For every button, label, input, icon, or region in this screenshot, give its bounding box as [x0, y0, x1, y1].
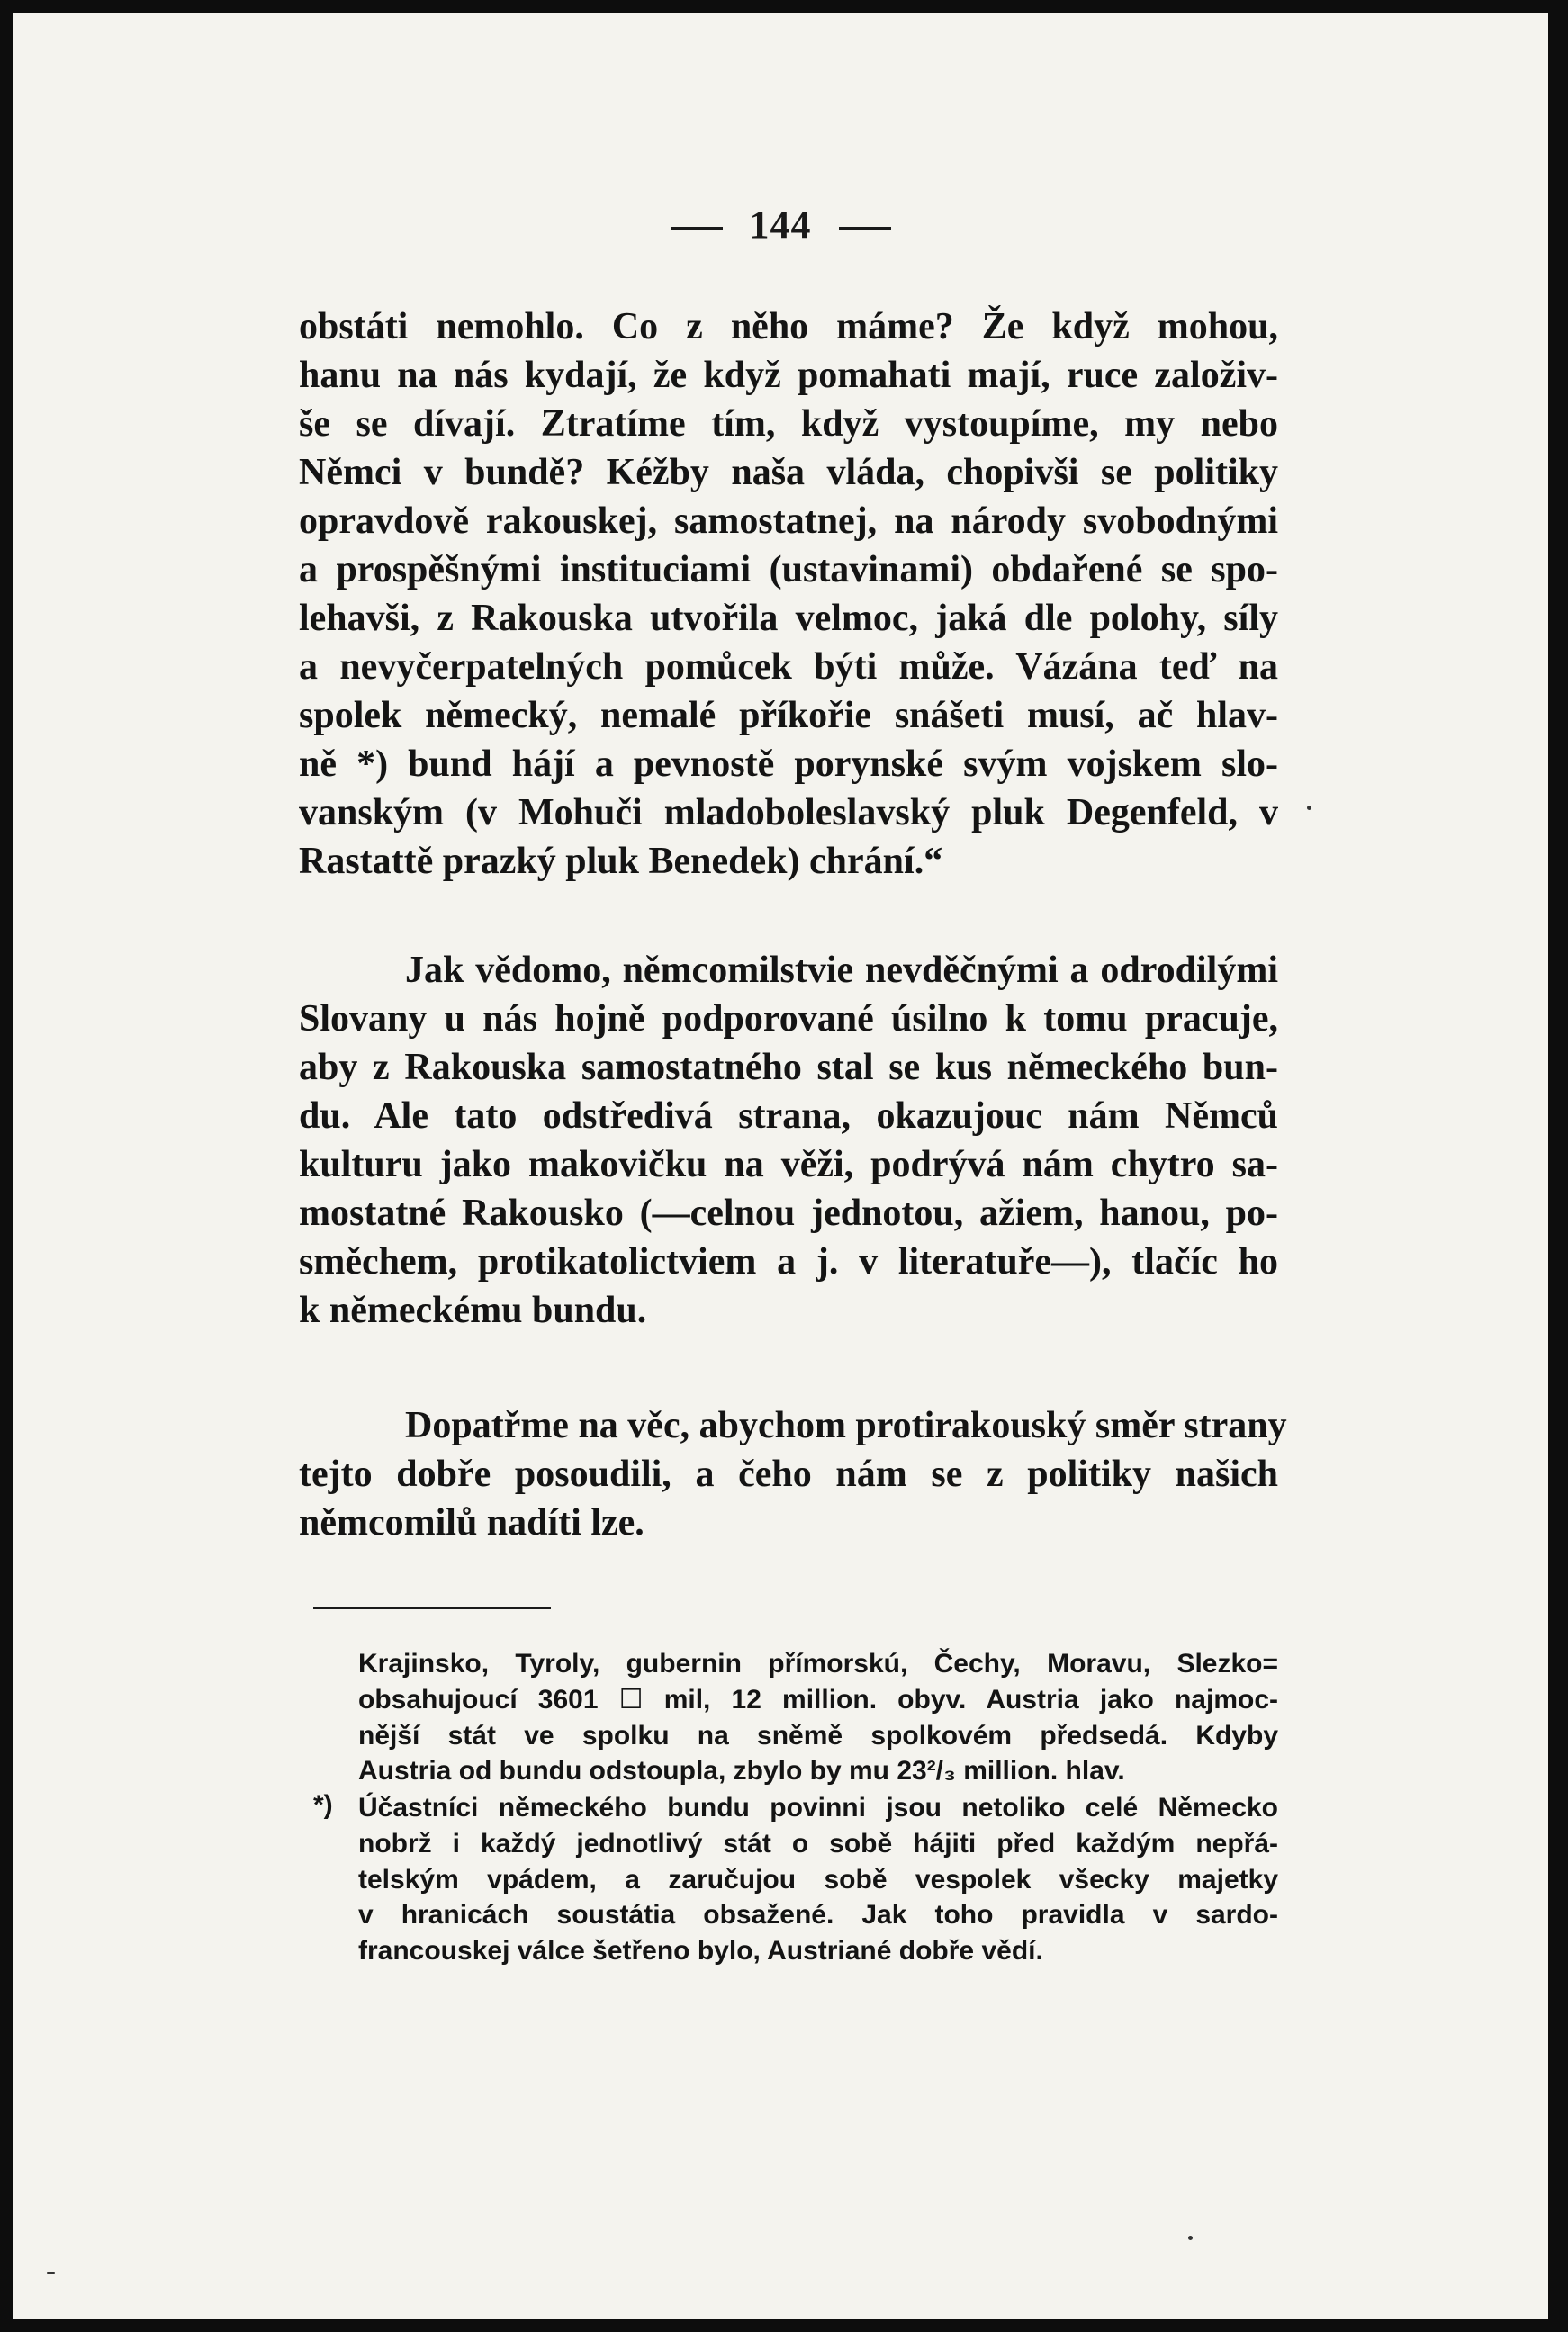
text-line: obstáti nemohlo. Co z něho máme? Že když mohou,	[299, 306, 1278, 347]
footnote-line: francouskej válce šetřeno bylo, Austriané dobře vědí.	[358, 1936, 1043, 1967]
text-line: mostatné Rakousko (—celnou jednotou, ažiem, hanou, po-	[299, 1193, 1278, 1234]
text-line: hanu na nás kydají, že když pomahati mají, ruce založiv-	[299, 355, 1278, 396]
text-line: k německému bundu.	[299, 1290, 647, 1331]
text-line: lehavši, z Rakouska utvořila velmoc, jaká dle polohy, síly	[299, 598, 1278, 639]
text-line: spolek německý, nemalé příkořie snášeti musí, ač hlav-	[299, 695, 1278, 736]
paragraph-3	[299, 1401, 1287, 1547]
paragraph-1	[299, 302, 1278, 886]
header-dash-left	[671, 227, 723, 230]
footnote-line: Austria od bundu odstoupla, zbylo by mu 23²/₃ million. hlav.	[358, 1756, 1125, 1787]
text-line: ně *) bund hájí a pevnostě porynské svým vojskem slo-	[299, 743, 1278, 785]
text-line: opravdově rakouskej, samostatnej, na národy svobodnými	[299, 500, 1278, 542]
footnote-line: telským vpádem, a zaručujou sobě vespolek všecky majetky	[358, 1864, 1278, 1895]
text-line: du. Ale tato odstředivá strana, okazujouc nám Němců	[299, 1095, 1278, 1137]
page-number: 144	[749, 203, 812, 247]
text-line: směchem, protikatolictviem a j. v literatuře—), tlačíc ho	[299, 1241, 1278, 1283]
footnote-line: obsahujoucí 3601 ☐ mil, 12 million. obyv. Austria jako najmoc-	[358, 1684, 1278, 1715]
footnote-line: Účastníci německého bundu povinni jsou netoliko celé Německo	[358, 1793, 1278, 1823]
text-line: němcomilů nadíti lze.	[299, 1502, 644, 1544]
text-line: a nevyčerpatelných pomůcek býti může. Vázána teď na	[299, 646, 1278, 688]
page-number-header	[13, 202, 1548, 248]
paragraph-2	[299, 946, 1278, 1335]
footnote-separator	[313, 1607, 551, 1609]
footnote-continuation	[358, 1646, 1278, 1789]
footnote-line: nobrž i každý jednotlivý stát o sobě hájiti před každým nepřá-	[358, 1828, 1278, 1859]
text-line: Dopatřme na věc, abychom protirakouský směr strany	[405, 1405, 1287, 1446]
text-line: kulturu jako makovičku na věži, podrývá nám chytro sa-	[299, 1144, 1278, 1185]
footnote-line: nější stát ve spolku na sněmě spolkovém předsedá. Kdyby	[358, 1720, 1278, 1751]
text-line: aby z Rakouska samostatného stal se kus německého bun-	[299, 1047, 1278, 1088]
header-dash-right	[839, 227, 891, 230]
text-line: Slovany u nás hojně podporované úsilno k tomu pracuje,	[299, 998, 1278, 1040]
footnote-marker: *)	[313, 1790, 333, 1820]
scan-speck	[1307, 806, 1311, 810]
footnote-asterisk	[313, 1790, 1278, 1969]
scan-speck	[1188, 2236, 1193, 2240]
book-page	[13, 13, 1548, 2319]
text-line: tejto dobře posoudili, a čeho nám se z politiky našich	[299, 1454, 1278, 1495]
footnote-line: Krajinsko, Tyroly, gubernin přímorskú, Čechy, Moravu, Slezko=	[358, 1649, 1278, 1679]
text-line: Němci v bundě? Kéžby naša vláda, chopivši se politiky	[299, 452, 1278, 493]
text-line: vanským (v Mohuči mladoboleslavský pluk Degenfeld, v	[299, 792, 1278, 833]
footnote-line: v hranicách soustátia obsažené. Jak toho pravidla v sardo-	[358, 1900, 1278, 1931]
text-line: a prospěšnými instituciami (ustavinami) obdařené se spo-	[299, 549, 1278, 590]
text-line: še se dívají. Ztratíme tím, když vystoupíme, my nebo	[299, 403, 1278, 445]
text-line: Rastattě prazký pluk Benedek) chrání.“	[299, 841, 943, 882]
scan-speck	[47, 2272, 55, 2274]
text-line: Jak vědomo, němcomilstvie nevděčnými a odrodilými	[405, 950, 1278, 991]
